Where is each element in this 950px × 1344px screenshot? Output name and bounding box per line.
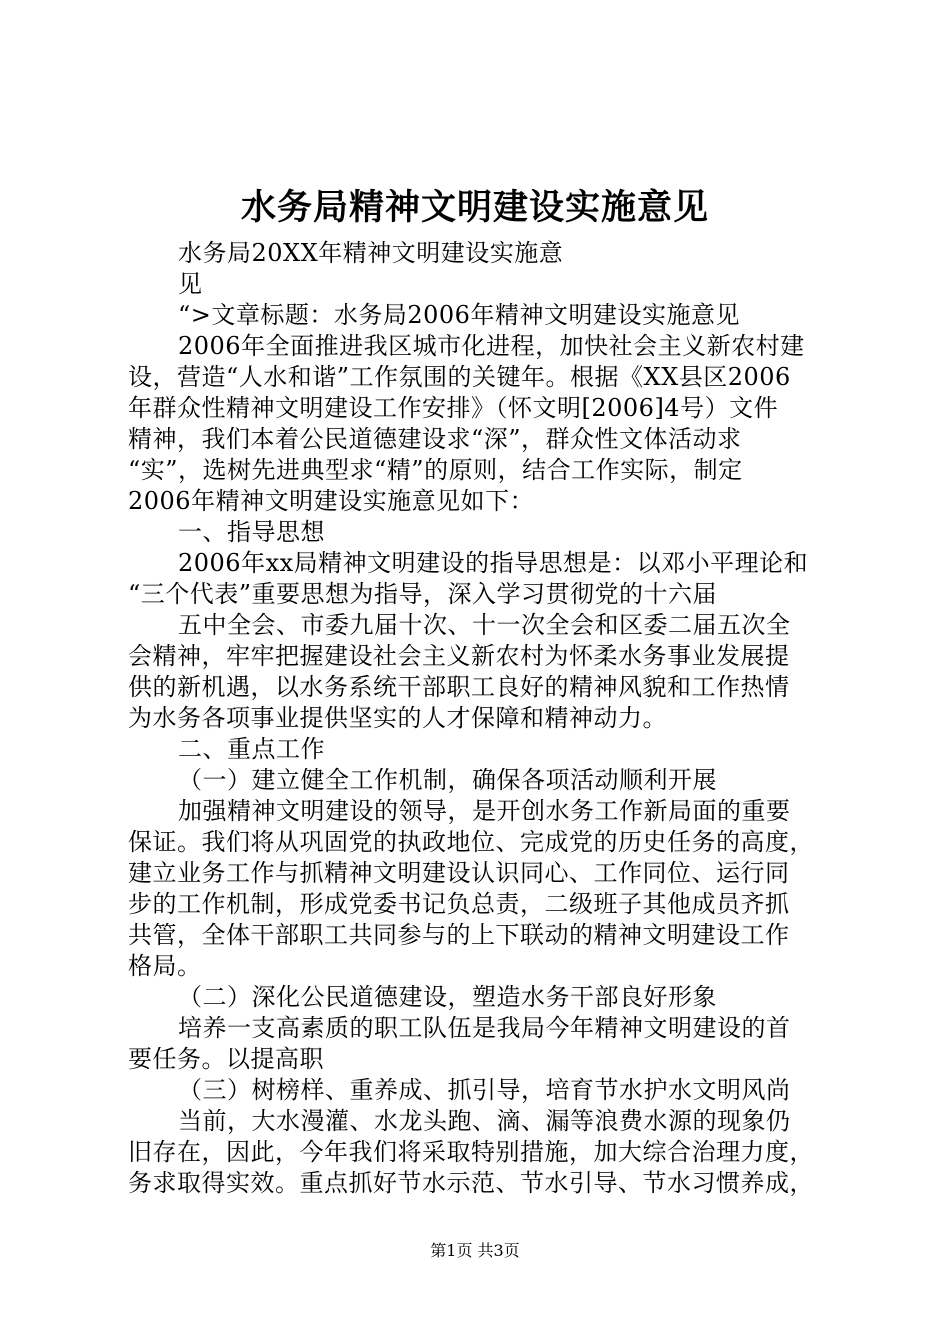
text-line: 保证。我们将从巩固党的执政地位、完成党的历史任务的高度， bbox=[128, 828, 814, 856]
text-line: 设，营造“人水和谐”工作氛围的关键年。根据《XX县区2006 bbox=[128, 363, 791, 391]
text-line: 格局。 bbox=[128, 952, 202, 980]
text-line: 旧存在，因此，今年我们将采取特别措施，加大综合治理力度， bbox=[128, 1138, 814, 1166]
text-line: 年群众性精神文明建设工作安排》（怀文明[2006]4号）文件 bbox=[128, 394, 779, 422]
text-line: 2006年全面推进我区城市化进程，加快社会主义新农村建 bbox=[178, 332, 805, 360]
text-line: 水务局20XX年精神文明建设实施意 bbox=[178, 239, 564, 267]
text-line: “三个代表”重要思想为指导，深入学习贯彻党的十六届 bbox=[128, 580, 718, 608]
page-number-footer: 第1页 共3页 bbox=[430, 1241, 520, 1260]
section-heading: 二、重点工作 bbox=[178, 735, 325, 763]
text-line: 为水务各项事业提供坚实的人才保障和精神动力。 bbox=[128, 704, 667, 732]
text-line: 2006年xx局精神文明建设的指导思想是：以邓小平理论和 bbox=[178, 549, 809, 577]
text-line: 精神，我们本着公民道德建设求“深”，群众性文体活动求 bbox=[128, 425, 742, 453]
subsection-heading: （二）深化公民道德建设，塑造水务干部良好形象 bbox=[178, 983, 717, 1011]
text-line: 步的工作机制，形成党委书记负总责，二级班子其他成员齐抓 bbox=[128, 890, 790, 918]
text-line: 务求取得实效。重点抓好节水示范、节水引导、节水习惯养成， bbox=[128, 1169, 814, 1197]
text-line: 会精神，牢牢把握建设社会主义新农村为怀柔水务事业发展提 bbox=[128, 642, 790, 670]
text-line: 供的新机遇，以水务系统干部职工良好的精神风貌和工作热情 bbox=[128, 673, 790, 701]
text-line: 五中全会、市委九届十次、十一次全会和区委二届五次全 bbox=[178, 611, 791, 639]
text-line: “实”，选树先进典型求“精”的原则，结合工作实际，制定 bbox=[128, 456, 743, 484]
subsection-heading: （三）树榜样、重养成、抓引导，培育节水护水文明风尚 bbox=[178, 1076, 791, 1104]
text-line: “>文章标题：水务局2006年精神文明建设实施意见 bbox=[178, 301, 740, 329]
text-line: 2006年精神文明建设实施意见如下： bbox=[128, 487, 535, 515]
section-heading: 一、指导思想 bbox=[178, 518, 325, 546]
document-title: 水务局精神文明建设实施意见 bbox=[240, 187, 709, 228]
text-line: 当前，大水漫灌、水龙头跑、滴、漏等浪费水源的现象仍 bbox=[178, 1107, 791, 1135]
text-line: 共管，全体干部职工共同参与的上下联动的精神文明建设工作 bbox=[128, 921, 790, 949]
text-line: 见 bbox=[178, 270, 203, 298]
subsection-heading: （一）建立健全工作机制，确保各项活动顺利开展 bbox=[178, 766, 717, 794]
text-line: 建立业务工作与抓精神文明建设认识同心、工作同位、运行同 bbox=[128, 859, 790, 887]
text-line: 培养一支高素质的职工队伍是我局今年精神文明建设的首 bbox=[178, 1014, 791, 1042]
text-line: 要任务。以提高职 bbox=[128, 1045, 324, 1073]
text-line: 加强精神文明建设的领导，是开创水务工作新局面的重要 bbox=[178, 797, 791, 825]
